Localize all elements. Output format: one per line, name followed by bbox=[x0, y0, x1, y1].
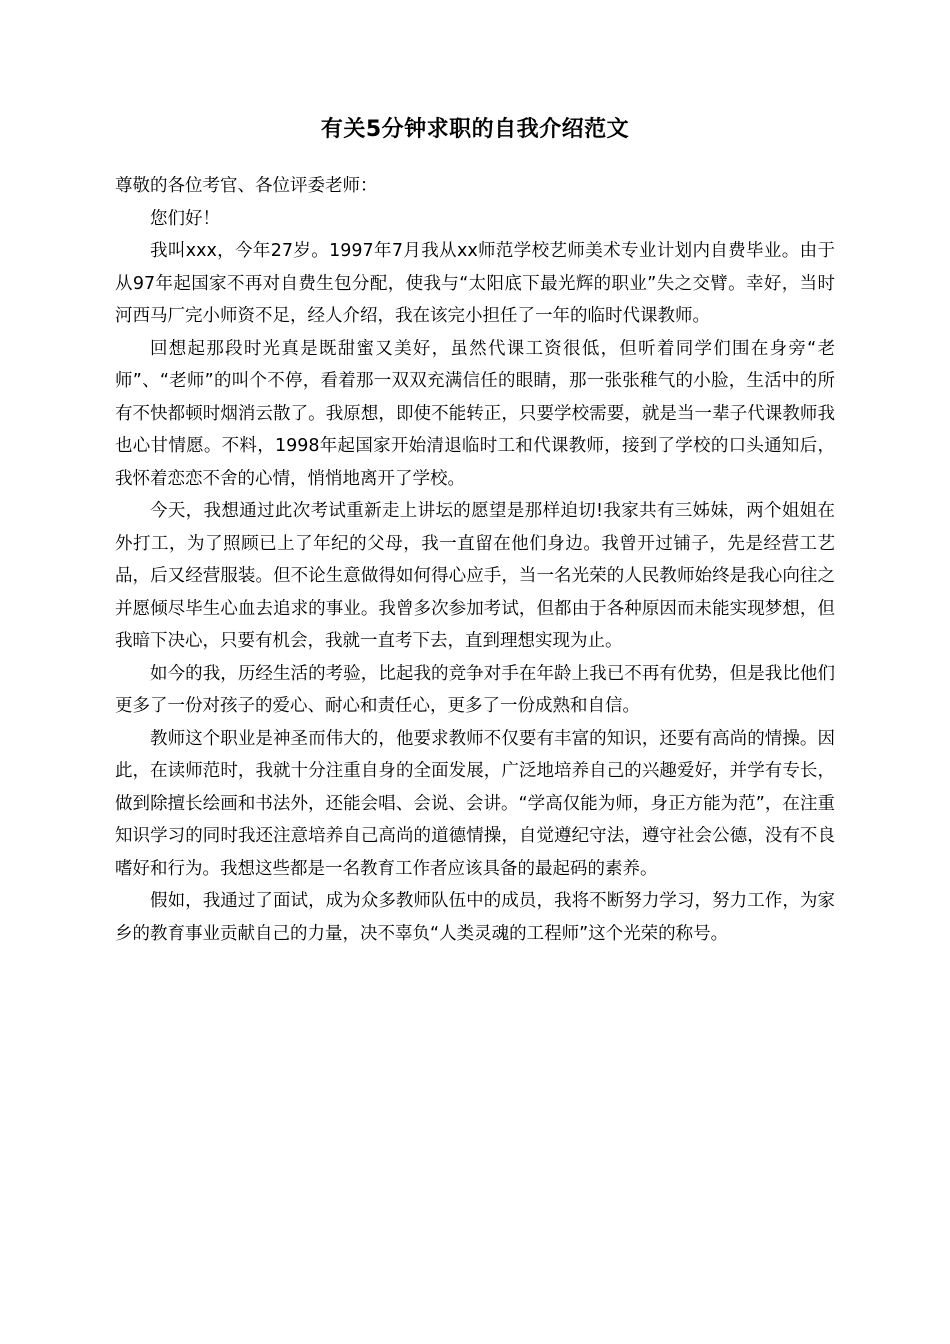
paragraph-3: 今天，我想通过此次考试重新走上讲坛的愿望是那样迫切!我家共有三姊妹，两个姐姐在外打工，为了照顾已上了年纪的父母，我一直留在他们身边。我曾开过铺子，先是经营工艺品，后又经营服装。但不论生意做得如何得心应手，当一名光荣的人民教师始终是我心向往之并愿倾尽毕生心血去追求的事业。我曾多次参加考试，但都由于各种原因而未能实现梦想，但我暗下决心，只要有机会，我就一直考下去，直到理想实现为止。 bbox=[115, 501, 835, 651]
paragraph-6: 假如，我通过了面试，成为众多教师队伍中的成员，我将不断努力学习，努力工作，为家乡的教育事业贡献自己的力量，决不辜负“人类灵魂的工程师”这个光荣的称号。 bbox=[115, 891, 835, 944]
greeting: 您们好！ bbox=[150, 208, 220, 229]
document-body bbox=[115, 170, 835, 950]
paragraph-2: 回想起那段时光真是既甜蜜又美好，虽然代课工资很低，但听着同学们围在身旁“老师”、“老师”的叫个不停，看着那一双双充满信任的眼睛，那一张张稚气的小脸，生活中的所有不快都顿时烟消云散了。我原想，即使不能转正，只要学校需要，就是当一辈子代课教师我也心甘情愿。不料，1998年起国家开始清退临时工和代课教师，接到了学校的口头通知后，我怀着恋恋不舍的心情，悄悄地离开了学校。 bbox=[115, 338, 835, 489]
paragraph-5: 教师这个职业是神圣而伟大的，他要求教师不仅要有丰富的知识，还要有高尚的情操。因此，在读师范时，我就十分注重自身的全面发展，广泛地培养自己的兴趣爱好，并学有专长，做到除擅长绘画和书法外，还能会唱、会说、会讲。“学高仅能为师，身正方能为范”，在注重知识学习的同时我还注意培养自己高尚的道德情操，自觉遵纪守法，遵守社会公德，没有不良嗜好和行为。我想这些都是一名教育工作者应该具备的最起码的素养。 bbox=[115, 728, 835, 879]
paragraph-1: 我叫xxx，今年27岁。1997年7月我从xx师范学校艺师美术专业计划内自费毕业。由于从97年起国家不再对自费生包分配，使我与“太阳底下最光辉的职业”失之交臂。幸好，当时河西马厂完小师资不足，经人介绍，我在该完小担任了一年的临时代课教师。 bbox=[115, 241, 835, 326]
document-title: 有关5分钟求职的自我介绍范文 bbox=[320, 117, 630, 142]
salutation: 尊敬的各位考官、各位评委老师： bbox=[115, 176, 378, 196]
paragraph-4: 如今的我，历经生活的考验，比起我的竞争对手在年龄上我已不再有优势，但是我比他们更多了一份对孩子的爱心、耐心和责任心，更多了一份成熟和自信。 bbox=[115, 663, 835, 716]
